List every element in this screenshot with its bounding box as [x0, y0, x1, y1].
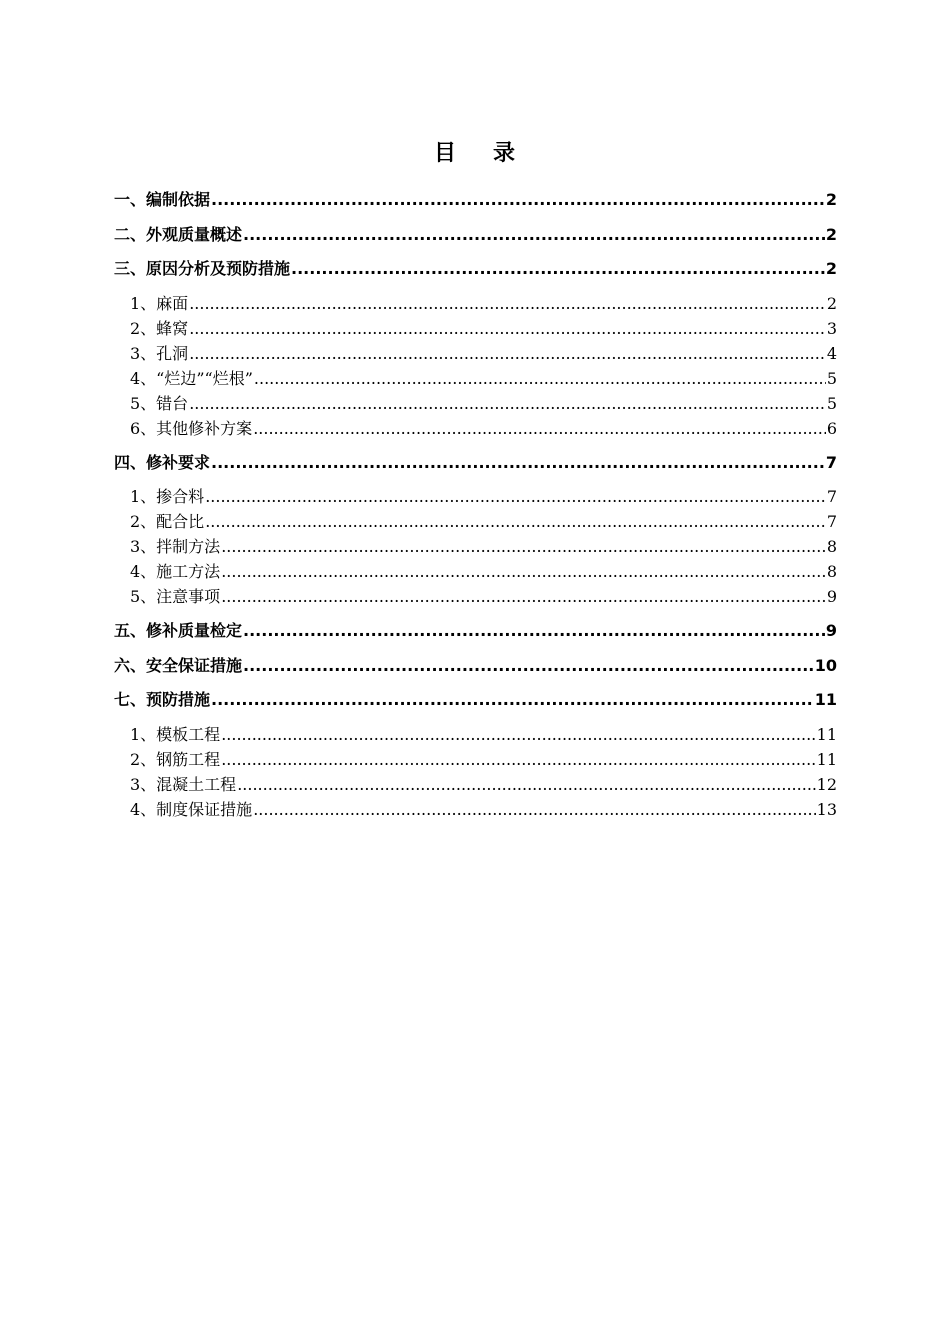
- toc-leader-dots: [254, 369, 826, 388]
- toc-entry[interactable]: [114, 316, 837, 339]
- toc-entry[interactable]: [114, 256, 837, 279]
- toc-entry[interactable]: [114, 509, 837, 532]
- toc-entry[interactable]: [114, 687, 837, 710]
- toc-leader-dots: [211, 690, 814, 709]
- toc-entry[interactable]: [114, 618, 837, 641]
- toc-entry-label: 1、模板工程: [130, 725, 221, 744]
- toc-entry-label: 2、配合比: [130, 512, 205, 531]
- toc-entry[interactable]: [114, 747, 837, 770]
- toc-entry-page: 2: [825, 190, 837, 209]
- toc-leader-dots: [211, 190, 825, 209]
- toc-entry-label: 1、麻面: [130, 294, 189, 313]
- toc-entry-page: 7: [826, 487, 837, 506]
- toc-entry-label: 6、其他修补方案: [130, 419, 253, 438]
- toc-entry-page: 6: [826, 419, 837, 438]
- toc-entry[interactable]: [114, 534, 837, 557]
- toc-entry-label: 四、修补要求: [114, 453, 211, 472]
- toc-leader-dots: [205, 487, 826, 506]
- toc-leader-dots: [221, 750, 815, 769]
- toc-entry-label: 六、安全保证措施: [114, 656, 243, 675]
- toc-entry[interactable]: [114, 797, 837, 820]
- toc-entry-page: 10: [814, 656, 837, 675]
- toc-entry-label: 一、编制依据: [114, 190, 211, 209]
- toc-leader-dots: [221, 725, 815, 744]
- toc-entry-page: 2: [825, 259, 837, 278]
- toc-entry[interactable]: [114, 450, 837, 473]
- toc-entry-label: 4、“烂边”“烂根”: [130, 369, 253, 388]
- toc-entry-label: 七、预防措施: [114, 690, 211, 709]
- toc-title-char-1: 目: [433, 141, 457, 166]
- toc-leader-dots: [221, 562, 826, 581]
- toc-entry-label: 三、原因分析及预防措施: [114, 259, 291, 278]
- toc-entry-label: 1、掺合料: [130, 487, 205, 506]
- toc-entry-page: 7: [825, 453, 837, 472]
- toc-entry-page: 13: [816, 800, 837, 819]
- toc-leader-dots: [211, 453, 825, 472]
- toc-leader-dots: [221, 537, 826, 556]
- toc-entry[interactable]: [114, 187, 837, 210]
- toc-entry[interactable]: [114, 484, 837, 507]
- toc-leader-dots: [189, 344, 826, 363]
- toc-entry-page: 8: [826, 562, 837, 581]
- toc-entry-label: 五、修补质量检定: [114, 621, 243, 640]
- toc-entry-label: 5、注意事项: [130, 587, 221, 606]
- toc-entry-label: 3、混凝土工程: [130, 775, 237, 794]
- toc-leader-dots: [291, 259, 825, 278]
- toc-entry-page: 11: [814, 690, 837, 709]
- toc-title-char-2: 录: [493, 141, 517, 166]
- toc-entry[interactable]: [114, 291, 837, 314]
- toc-entry-page: 9: [825, 621, 837, 640]
- toc-entry-label: 4、制度保证措施: [130, 800, 253, 819]
- toc-entry-label: 3、孔洞: [130, 344, 189, 363]
- toc-leader-dots: [221, 587, 826, 606]
- toc-entry[interactable]: [114, 416, 837, 439]
- toc-entry-page: 11: [816, 750, 837, 769]
- toc-entry-label: 二、外观质量概述: [114, 225, 243, 244]
- toc-entry[interactable]: [114, 584, 837, 607]
- toc-leader-dots: [189, 319, 826, 338]
- toc-entry-label: 3、拌制方法: [130, 537, 221, 556]
- toc-entry-label: 5、错台: [130, 394, 189, 413]
- toc-entry-page: 9: [826, 587, 837, 606]
- toc-entry-page: 8: [826, 537, 837, 556]
- toc-entry[interactable]: [114, 222, 837, 245]
- toc-leader-dots: [189, 394, 826, 413]
- toc-entry[interactable]: [114, 772, 837, 795]
- toc-entry[interactable]: [114, 559, 837, 582]
- toc-leader-dots: [253, 800, 815, 819]
- toc-entry-page: 3: [826, 319, 837, 338]
- toc-entry[interactable]: [114, 722, 837, 745]
- toc-entry[interactable]: [114, 341, 837, 364]
- toc-leader-dots: [243, 656, 814, 675]
- toc-leader-dots: [189, 294, 826, 313]
- toc-entry-page: 5: [826, 394, 837, 413]
- toc-entry-page: 12: [816, 775, 837, 794]
- toc-entry-label: 2、蜂窝: [130, 319, 189, 338]
- toc-leader-dots: [237, 775, 815, 794]
- toc-entry-page: 7: [826, 512, 837, 531]
- toc-entry-page: 2: [826, 294, 837, 313]
- toc-leader-dots: [253, 419, 826, 438]
- toc-entry-page: 2: [825, 225, 837, 244]
- toc-entry-page: 5: [826, 369, 837, 388]
- toc-entry-page: 4: [826, 344, 837, 363]
- toc-entry-label: 2、钢筋工程: [130, 750, 221, 769]
- toc-entry[interactable]: [114, 653, 837, 676]
- toc-entry[interactable]: [114, 391, 837, 414]
- toc-leader-dots: [243, 621, 825, 640]
- toc-leader-dots: [243, 225, 825, 244]
- toc-entry[interactable]: [114, 366, 837, 389]
- toc-leader-dots: [205, 512, 826, 531]
- toc-title: [0, 136, 950, 167]
- toc-entry-label: 4、施工方法: [130, 562, 221, 581]
- toc-entry-page: 11: [816, 725, 837, 744]
